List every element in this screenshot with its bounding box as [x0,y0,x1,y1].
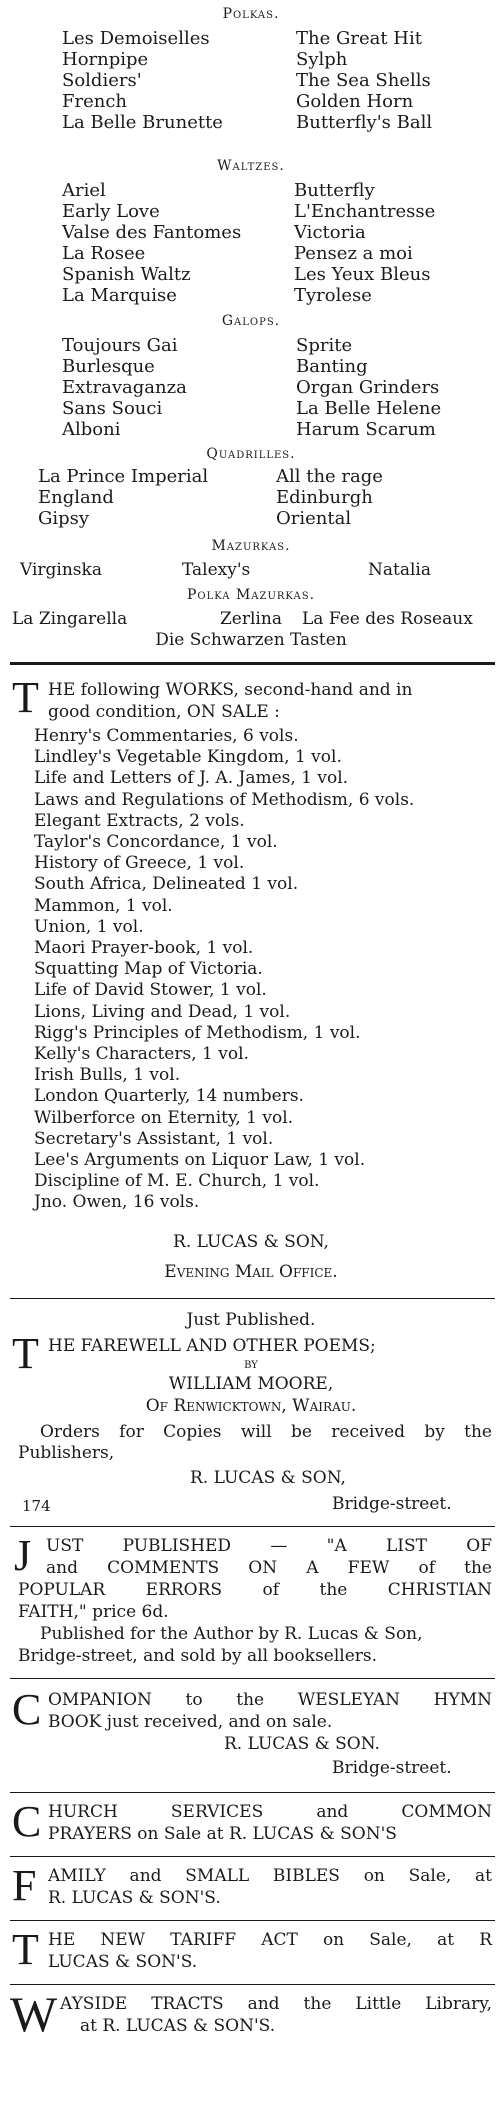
works-item: Lions, Living and Dead, 1 vol. [34,1001,291,1022]
waltz-item: La Marquise [62,285,177,306]
drop-capital: J [14,1531,32,1580]
works-item: Mammon, 1 vol. [34,895,173,916]
farewell-publisher: R. LUCAS & SON, [190,1468,346,1488]
quadrille-item: Edinburgh [276,487,373,508]
quadrille-item: La Prince Imperial [38,466,209,487]
section-rule [10,1678,495,1679]
galop-item: Organ Grinders [296,377,440,398]
church-line: HURCH SERVICES and COMMON [48,1802,492,1822]
works-item: Secretary's Assistant, 1 vol. [34,1128,274,1149]
polka-item: Butterfly's Ball [296,112,433,133]
galops-heading: Galops. [221,313,281,329]
waltz-item: L'Enchantresse [294,201,436,222]
quadrille-item: Oriental [276,508,352,529]
polka-mazurka-item: Die Schwarzen Tasten [155,630,347,650]
polka-item: Les Demoiselles [62,28,210,49]
works-item: Life of David Stower, 1 vol. [34,980,267,1001]
works-item: Lindley's Vegetable Kingdom, 1 vol. [34,747,342,768]
waltz-item: Valse des Fantomes [62,222,242,243]
works-item: Life and Letters of J. A. James, 1 vol. [34,768,349,789]
farewell-number: 174 [22,1497,51,1515]
drop-capital: T [12,1925,39,1974]
drop-capital: C [12,1685,42,1734]
quadrille-item: England [38,487,114,508]
drop-capital: C [12,1797,42,1846]
quadrille-item: Gipsy [38,508,90,529]
galop-item: Banting [296,356,368,377]
farewell-author: WILLIAM MOORE, [168,1374,334,1394]
works-intro: good condition, ON SALE : [48,702,280,722]
polka-item: Soldiers' [62,70,142,91]
works-signature: R. LUCAS & SON, [173,1232,329,1252]
section-rule [10,1792,495,1793]
works-item: Rigg's Principles of Methodism, 1 vol. [34,1022,361,1043]
works-item: Kelly's Characters, 1 vol. [34,1044,249,1064]
works-item: Wilberforce on Eternity, 1 vol. [34,1107,294,1128]
polka-mazurka-item: La Zingarella [12,609,128,629]
quadrille-item: All the rage [276,466,383,487]
works-item: Henry's Commentaries, 6 vols. [34,726,299,746]
drop-capital: W [10,1986,58,2042]
mazurka-item: Virginska [20,560,102,580]
works-item: Irish Bulls, 1 vol. [34,1065,181,1086]
works-item: Squatting Map of Victoria. [34,959,263,980]
polka-item: The Great Hit [296,28,422,49]
farewell-place: Of Renwicktown, Wairau. [145,1396,357,1416]
galop-item: Burlesque [62,356,155,377]
works-item: Maori Prayer-book, 1 vol. [34,938,254,958]
polkas-heading: Polkas. [222,6,280,22]
drop-capital: T [12,1329,39,1378]
wayside-line: at R. LUCAS & SON'S. [80,2016,276,2036]
waltz-item: Les Yeux Bleus [294,264,431,285]
section-rule [10,1526,495,1527]
hymn-line: R. LUCAS & SON. [224,1734,380,1754]
mazurka-item: Natalia [368,560,431,580]
polka-item: The Sea Shells [296,70,431,91]
polka-mazurka-item: La Fee des Roseaux [302,609,473,629]
waltz-item: Pensez a moi [294,243,413,264]
section-rule [10,1984,495,1985]
tariff-line: HE NEW TARIFF ACT on Sale, at R [48,1930,492,1950]
farewell-orders: Orders for Copies will be received by the [40,1422,492,1442]
errors-line: FAITH," price 6d. [18,1602,169,1622]
wayside-line: AYSIDE TRACTS and the Little Library, [60,1994,492,2014]
works-office: Evening Mail Office. [164,1262,338,1282]
hymn-line: BOOK just received, and on sale. [48,1712,333,1732]
waltz-item: La Rosee [62,243,146,264]
galop-item: Toujours Gai [62,335,178,356]
polka-mazurkas-heading: Polka Mazurkas. [186,587,316,603]
waltz-item: Early Love [62,201,160,222]
galop-item: Sprite [296,335,353,356]
farewell-orders: Publishers, [18,1443,115,1463]
works-item: Elegant Extracts, 2 vols. [34,810,245,831]
section-rule [10,1298,495,1299]
polka-item: Golden Horn [296,91,414,112]
works-item: Taylor's Concordance, 1 vol. [34,832,278,852]
quadrilles-heading: Quadrilles. [206,446,296,462]
galop-item: Harum Scarum [296,419,436,440]
polka-item: Sylph [296,49,348,70]
section-rule [10,1920,495,1921]
waltzes-heading: Waltzes. [217,158,285,174]
works-item: Union, 1 vol. [34,916,144,937]
waltz-item: Butterfly [294,180,375,201]
just-published: Just Published. [186,1310,316,1330]
waltz-item: Ariel [62,180,106,201]
section-rule [10,1856,495,1857]
galop-item: Alboni [62,419,121,440]
hymn-line: OMPANION to the WESLEYAN HYMN [48,1690,492,1710]
mazurka-item: Talexy's [182,560,251,580]
tariff-line: LUCAS & SON'S. [48,1952,198,1972]
drop-capital: F [12,1861,37,1910]
mazurkas-heading: Mazurkas. [211,538,291,554]
works-intro: HE following WORKS, second-hand and in [48,680,413,700]
galop-item: Extravaganza [62,377,187,398]
bibles-line: AMILY and SMALL BIBLES on Sale, at [48,1866,492,1886]
works-item: Lee's Arguments on Liquor Law, 1 vol. [34,1150,366,1170]
church-line: PRAYERS on Sale at R. LUCAS & SON'S [48,1824,397,1844]
works-item: History of Greece, 1 vol. [34,853,245,874]
waltz-item: Spanish Waltz [62,264,191,285]
section-rule [10,662,495,665]
farewell-title: HE FAREWELL AND OTHER POEMS; [48,1336,376,1356]
works-item: Jno. Owen, 16 vols. [34,1192,200,1213]
drop-capital: T [12,673,39,722]
hymn-line: Bridge-street. [332,1758,452,1778]
farewell-street: Bridge-street. [332,1494,452,1514]
errors-line: UST PUBLISHED — "A LIST OF [46,1536,492,1556]
galop-item: Sans Souci [62,398,163,419]
waltz-item: Tyrolese [294,285,372,306]
bibles-line: R. LUCAS & SON'S. [48,1888,221,1908]
works-item: London Quarterly, 14 numbers. [34,1086,304,1107]
waltz-item: Victoria [294,222,366,243]
errors-line: Bridge-street, and sold by all booksellers. [18,1646,378,1666]
polka-item: Hornpipe [62,49,149,70]
galop-item: La Belle Helene [296,398,442,419]
works-item: Laws and Regulations of Methodism, 6 vols. [34,789,415,810]
polka-item: La Belle Brunette [62,112,223,133]
polka-item: French [62,91,128,112]
polka-mazurka-item: Zerlina [220,609,282,629]
farewell-by: BY [244,1360,258,1371]
errors-line: Published for the Author by R. Lucas & Son, [40,1624,423,1644]
errors-line: POPULAR ERRORS of the CHRISTIAN [18,1580,492,1600]
errors-line: and COMMENTS ON A FEW of the [46,1558,492,1578]
works-item: Discipline of M. E. Church, 1 vol. [34,1171,320,1192]
works-item: South Africa, Delineated 1 vol. [34,874,299,895]
